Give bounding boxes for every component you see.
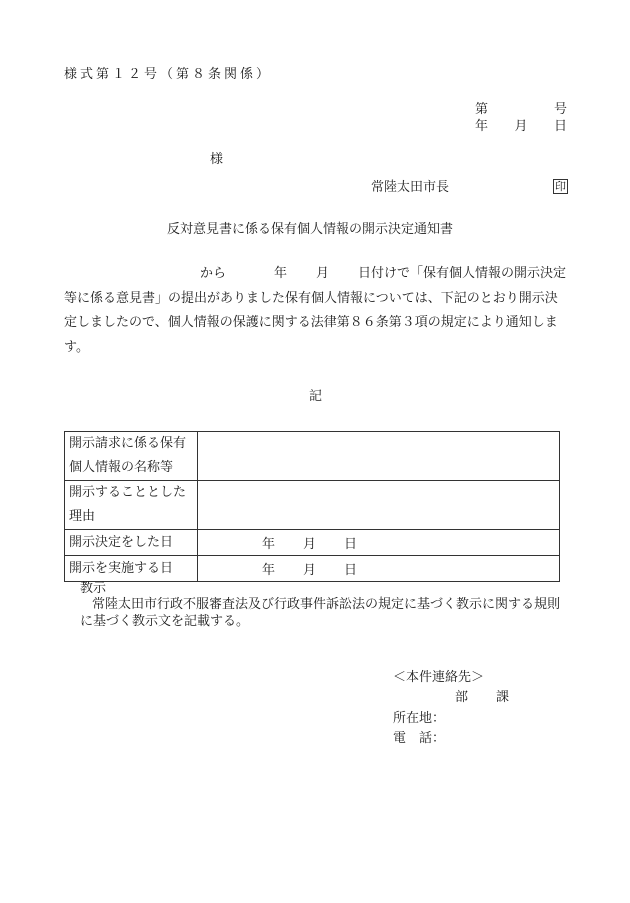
contact-department [455,691,509,704]
form-number: 様式第１２号（第８条関係） [64,67,273,82]
row-label-reason: 開示することとした理由 [65,481,198,530]
table-row [65,556,560,582]
row-label-info-name: 開示請求に係る保有個人情報の名称等 [65,432,198,481]
seal-mark: 印 [555,180,566,193]
ki-heading: 記 [309,389,323,404]
bu-label: 部 [455,690,469,705]
body-continuation: 等に係る意見書」の提出がありました保有個人情報については、下記のとおり開示決定しましたので、個人情報の保護に関する法律第８６条第３項の規定により通知します。 [64,290,558,355]
disclosure-table [64,431,560,582]
body-line-1 [64,262,568,287]
go-label: 号 [553,102,567,117]
value-implementation-date [198,556,560,582]
issue-date-row [475,120,567,133]
dai-label: 第 [475,102,489,117]
notice-heading: 教示 [80,581,107,596]
row-label-implementation-date: 開示を実施する日 [65,556,198,582]
table-row [65,530,560,556]
contact-phone: 電 話： [393,731,446,746]
value-reason [198,481,560,530]
sender-name: 常陸太田市長 [371,180,450,195]
value-info-name [198,432,560,481]
ka-label: 課 [496,690,510,705]
date-month: 月 [303,563,317,578]
date-year: 年 [262,563,276,578]
table-row [65,432,560,481]
row-label-decision-date: 開示決定をした日 [65,530,198,556]
notice-text: 常陸太田市行政不服審査法及び行政事件訴訟法の規定に基づく教示に関する規則に基づく教示文を記載する。 [80,597,561,629]
body-year: 年 [274,266,288,281]
document-title: 反対意見書に係る保有個人情報の開示決定通知書 [167,222,454,237]
date-day: 日 [344,563,358,578]
date-year: 年 [262,537,276,552]
month-label: 月 [514,119,528,134]
day-label: 日 [553,119,567,134]
contact-heading: ＜本件連絡先＞ [393,670,485,685]
body-month: 月 [316,266,330,281]
date-day: 日 [344,537,358,552]
body-text [64,262,568,360]
year-label: 年 [475,119,489,134]
addressee-suffix: 様 [210,152,224,167]
document-number-row [475,103,567,116]
body-line1-rest: 日付けで「保有個人情報の開示決定 [358,266,567,281]
table-row [65,481,560,530]
contact-location: 所在地： [393,711,446,726]
body-kara: から [200,266,227,281]
value-decision-date [198,530,560,556]
date-month: 月 [303,537,317,552]
